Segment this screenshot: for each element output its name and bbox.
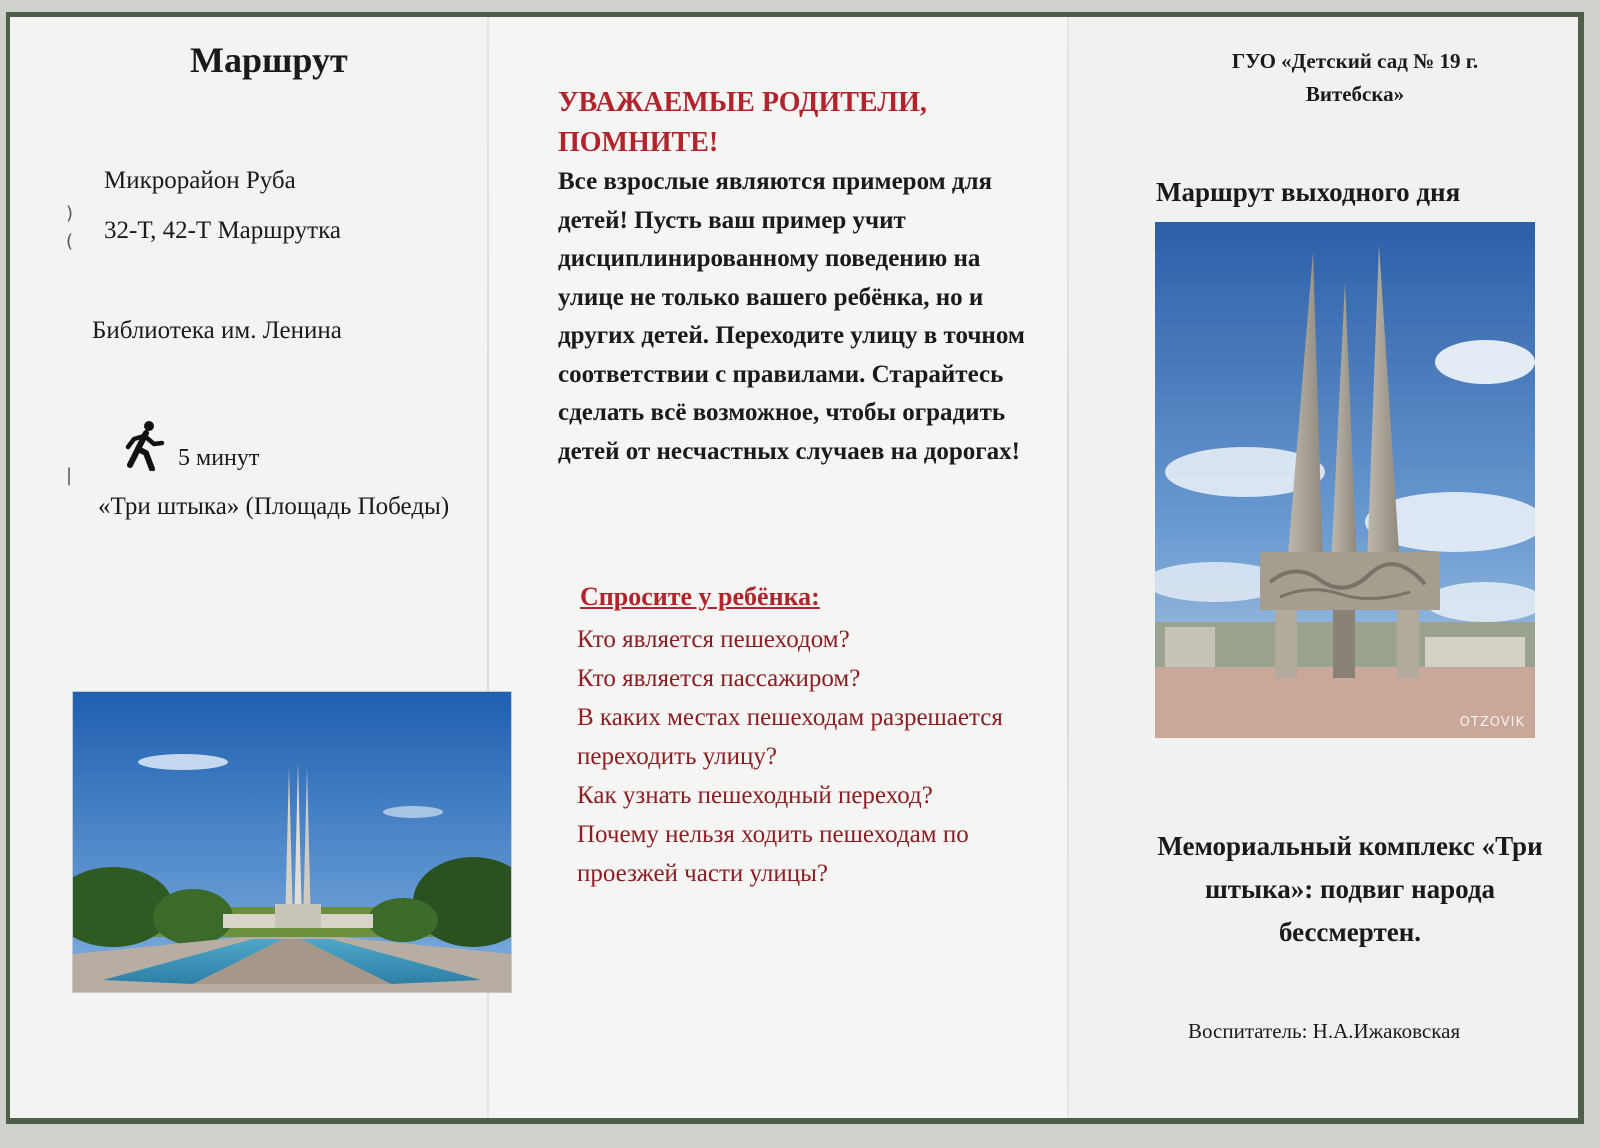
walking-person-icon	[116, 419, 168, 471]
memorial-panorama-photo	[72, 691, 512, 993]
pen-mark: )	[66, 203, 74, 224]
questions-list	[577, 620, 1017, 893]
route-title: Маршрут	[190, 40, 348, 80]
pen-mark: |	[66, 465, 73, 486]
weekend-route-title: Маршрут выходного дня	[1156, 177, 1461, 207]
parents-warning-heading: УВАЖАЕМЫЕ РОДИТЕЛИ, ПОМНИТЕ!	[558, 87, 927, 158]
memorial-caption: Мемориальный комплекс «Три штыка»: подвиг народа бессмертен.	[1157, 831, 1543, 947]
question-item: В каких местах пешеходам разрешается переходить улицу?	[577, 704, 1003, 770]
photo-watermark: OTZOVIK	[1459, 715, 1525, 730]
brochure-sheet	[6, 12, 1584, 1124]
teacher-name: Воспитатель: Н.А.Ижаковская	[1188, 1019, 1461, 1043]
route-walk-time: 5 минут	[178, 445, 260, 471]
ask-child-heading: Спросите у ребёнка:	[580, 582, 820, 611]
pen-mark: (	[66, 231, 74, 252]
question-item: Кто является пешеходом?	[577, 626, 850, 653]
question-item: Как узнать пешеходный переход?	[577, 782, 933, 809]
question-item: Кто является пассажиром?	[577, 665, 861, 692]
route-stop-minibus: 32-Т, 42-Т Маршрутка	[104, 217, 341, 244]
question-item: Почему нельзя ходить пешеходам по проезжей части улицы?	[577, 821, 969, 887]
three-bayonets-monument-photo	[1155, 222, 1535, 738]
route-stop-library: Библиотека им. Ленина	[92, 317, 342, 344]
organization-name: ГУО «Детский сад № 19 г. Витебска»	[1231, 49, 1479, 106]
route-stop-three-bayonets: «Три штыка» (Площадь Победы)	[98, 493, 450, 520]
parents-advice-paragraph: Все взрослые являются примером для детей! Пусть ваш пример учит дисциплинированному поведению на улице не только вашего ребёнка, но и других детей. Переходите улицу в точном соответствии с правилами. Старайтесь сделать всё возможное, чтобы оградить детей от несчастных случаев на дорогах!	[558, 168, 1025, 465]
route-stop-microdistrict: Микрорайон Руба	[104, 167, 296, 194]
fold-line-right	[1067, 17, 1069, 1118]
